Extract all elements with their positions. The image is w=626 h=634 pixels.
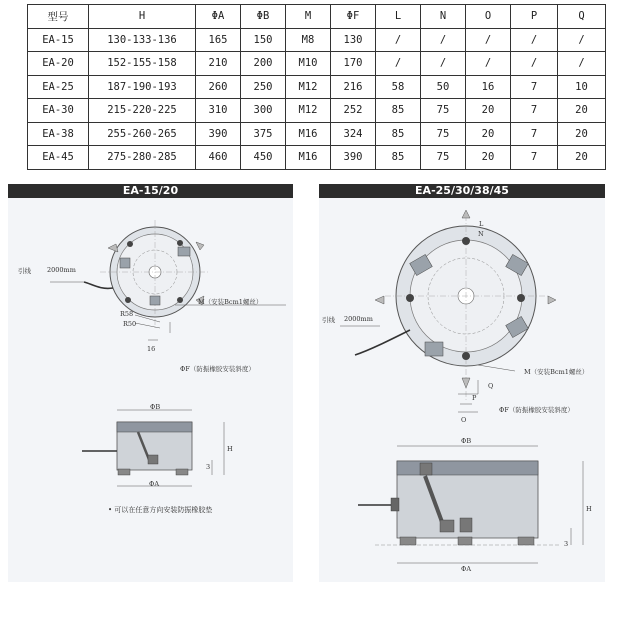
right-lead-length: 2000mm (344, 315, 373, 323)
spec-table-cell: 200 (241, 52, 286, 76)
spec-table-cell: 450 (241, 146, 286, 170)
spec-table-header-cell: Q (558, 5, 606, 29)
left-r58-label: R58 (120, 310, 134, 318)
spec-table-cell: EA-45 (28, 146, 89, 170)
spec-table-cell: 165 (196, 28, 241, 52)
spec-table-cell: 85 (376, 99, 421, 123)
spec-table-cell: 75 (421, 99, 466, 123)
spec-table-cell: / (466, 52, 511, 76)
spec-table-cell: M16 (286, 122, 331, 146)
spec-table-cell: 75 (421, 122, 466, 146)
spec-table-cell: 216 (331, 75, 376, 99)
spec-table-cell: 20 (466, 99, 511, 123)
spec-table-cell: / (421, 52, 466, 76)
spec-table-cell: 20 (558, 99, 606, 123)
spec-table-header-cell: O (466, 5, 511, 29)
spec-table-cell: EA-15 (28, 28, 89, 52)
spec-table-header-cell: ΦB (241, 5, 286, 29)
left-dim-16: 16 (147, 345, 156, 353)
left-phi-b: ΦB (150, 403, 161, 411)
spec-table-cell: 260 (196, 75, 241, 99)
spec-table-cell: 85 (376, 146, 421, 170)
right-h-label: H (586, 505, 592, 513)
spec-table-cell: / (376, 52, 421, 76)
spec-table-cell: / (511, 28, 558, 52)
spec-table-cell: / (421, 28, 466, 52)
spec-table-cell: 170 (331, 52, 376, 76)
spec-table-cell: 390 (196, 122, 241, 146)
right-panel-title: EA-25/30/38/45 (319, 184, 605, 198)
spec-table-cell: EA-25 (28, 75, 89, 99)
spec-table-header-cell: L (376, 5, 421, 29)
spec-table-cell: / (558, 28, 606, 52)
spec-table-cell: M10 (286, 52, 331, 76)
spec-table-cell: 300 (241, 99, 286, 123)
spec-table-header-cell: N (421, 5, 466, 29)
spec-table-cell: M16 (286, 146, 331, 170)
right-dim-p: P (472, 394, 477, 402)
spec-table-cell: 20 (558, 122, 606, 146)
left-lead-length: 2000mm (47, 266, 76, 274)
spec-table-cell: / (466, 28, 511, 52)
spec-table-cell: EA-20 (28, 52, 89, 76)
spec-table-cell: / (511, 52, 558, 76)
right-dim-l: L (479, 220, 484, 228)
spec-table-cell: 130-133-136 (89, 28, 196, 52)
spec-table-cell: 58 (376, 75, 421, 99)
left-phi-a: ΦA (149, 480, 160, 488)
right-f-label: ΦF（防振橡胶安装斜度） (499, 406, 574, 414)
spec-table-cell: M12 (286, 99, 331, 123)
spec-table-header-cell: P (511, 5, 558, 29)
spec-table-cell: 324 (331, 122, 376, 146)
spec-table-cell: 150 (241, 28, 286, 52)
left-note: • 可以在任意方向安装防振橡胶垫 (108, 506, 213, 514)
spec-table-cell: 50 (421, 75, 466, 99)
spec-table-header-cell: H (89, 5, 196, 29)
spec-table-cell: 7 (511, 146, 558, 170)
spec-table-cell: 187-190-193 (89, 75, 196, 99)
spec-table-cell: 20 (466, 122, 511, 146)
spec-table-cell: EA-30 (28, 99, 89, 123)
spec-table-cell: 255-260-265 (89, 122, 196, 146)
spec-table-cell: 10 (558, 75, 606, 99)
right-dim-o: O (461, 416, 467, 424)
right-dim-n: N (478, 230, 484, 238)
right-lead-label: 引线 (322, 316, 335, 324)
left-lead-label: 引线 (18, 267, 31, 275)
spec-table-header-cell: M (286, 5, 331, 29)
right-phi-b: ΦB (461, 437, 472, 445)
spec-table-cell: 275-280-285 (89, 146, 196, 170)
spec-table-cell: 210 (196, 52, 241, 76)
right-dim-3: 3 (564, 540, 569, 548)
spec-table-cell: 310 (196, 99, 241, 123)
spec-table-cell: 252 (331, 99, 376, 123)
spec-table-cell: 20 (558, 146, 606, 170)
right-m-label: M（安装Bcm1螺丝） (524, 368, 589, 376)
spec-table-header-cell: 型号 (28, 5, 89, 29)
right-dim-q: Q (488, 382, 494, 390)
spec-table-cell: 215-220-225 (89, 99, 196, 123)
spec-table-cell: / (376, 28, 421, 52)
spec-table-cell: 85 (376, 122, 421, 146)
spec-table-cell: 130 (331, 28, 376, 52)
spec-table-cell: 7 (511, 122, 558, 146)
left-f-label: ΦF（防振橡胶安装斜度） (180, 365, 255, 373)
spec-table-cell: 250 (241, 75, 286, 99)
left-panel-title: EA-15/20 (8, 184, 293, 198)
spec-table-cell: 7 (511, 99, 558, 123)
spec-table-cell: / (558, 52, 606, 76)
spec-table-cell: 460 (196, 146, 241, 170)
left-dim-3: 3 (206, 463, 211, 471)
spec-table-cell: 390 (331, 146, 376, 170)
spec-table-cell: M12 (286, 75, 331, 99)
left-h-label: H (227, 445, 233, 453)
spec-table-cell: M8 (286, 28, 331, 52)
right-phi-a: ΦA (461, 565, 472, 573)
spec-table-cell: 20 (466, 146, 511, 170)
spec-table-header-cell: ΦF (331, 5, 376, 29)
spec-table-cell: 16 (466, 75, 511, 99)
spec-table-cell: EA-38 (28, 122, 89, 146)
left-r50-label: R50 (123, 320, 137, 328)
spec-table-cell: 7 (511, 75, 558, 99)
left-m-label: M（安装Bcm1螺丝） (198, 298, 263, 306)
spec-table-cell: 152-155-158 (89, 52, 196, 76)
spec-table-cell: 375 (241, 122, 286, 146)
spec-table-header-cell: ΦA (196, 5, 241, 29)
spec-table-cell: 75 (421, 146, 466, 170)
